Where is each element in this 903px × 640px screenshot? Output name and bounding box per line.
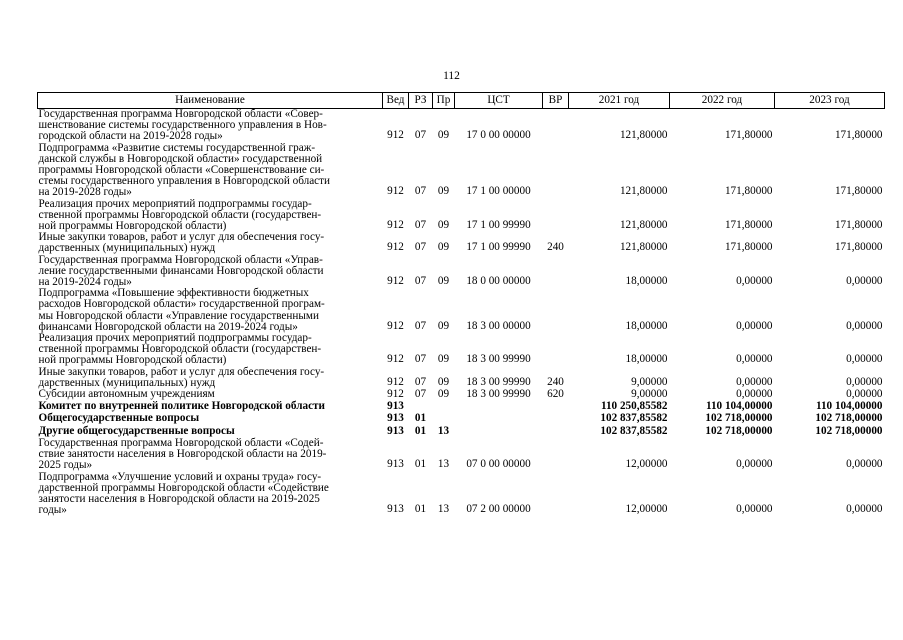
cell-rz: 07 — [414, 319, 427, 332]
cell-name: Субсидии автономным учреждениям — [38, 388, 215, 401]
cell-2023: 171,80000 — [834, 219, 883, 232]
table-row — [38, 413, 885, 425]
cell-ved: 912 — [387, 275, 404, 288]
cell-2022: 171,80000 — [724, 241, 773, 254]
cell-vr — [543, 472, 569, 517]
cell-cst: 18 3 00 99990 — [466, 353, 531, 366]
cell-pr — [433, 413, 455, 425]
cell-2023: 171,80000 — [834, 185, 883, 198]
cell-2022: 102 718,00000 — [705, 424, 773, 437]
cell-rz: 01 — [414, 424, 427, 437]
cell-2023: 0,00000 — [846, 375, 883, 388]
cell-2021: 12,00000 — [625, 503, 668, 516]
cell-ved: 913 — [387, 412, 404, 425]
table-row — [38, 288, 885, 333]
cell-2022: 171,80000 — [724, 185, 773, 198]
cell-cst: 17 1 00 99990 — [466, 219, 531, 232]
cell-pr: 09 — [437, 129, 450, 142]
cell-2023: 110 104,00000 — [815, 400, 883, 413]
cell-name: Государственная программа Новгородской области «Управ- ление государственными финансами Новгородской области на 2019-2024 годы» — [38, 253, 324, 289]
cell-2021: 121,80000 — [619, 129, 668, 142]
cell-2021: 110 250,85582 — [600, 400, 668, 413]
cell-ved: 912 — [387, 319, 404, 332]
cell-name: Реализация прочих мероприятий подпрограммы государ- ственной программы Новгородской области (государствен- ной программы Новгородской области) — [38, 332, 322, 367]
cell-name: Иные закупки товаров, работ и услуг для обеспечения госу- дарственных (муниципальных) нужд — [38, 365, 325, 389]
cell-2021: 18,00000 — [625, 353, 668, 366]
cell-ved: 913 — [387, 400, 404, 413]
table-row — [38, 438, 885, 472]
cell-2023: 0,00000 — [846, 275, 883, 288]
cell-2023: 0,00000 — [846, 353, 883, 366]
cell-pr: 13 — [437, 458, 450, 471]
cell-2022: 0,00000 — [736, 319, 773, 332]
cell-2023: 0,00000 — [846, 503, 883, 516]
cell-2022: 171,80000 — [724, 129, 773, 142]
cell-rz: 07 — [414, 388, 427, 401]
cell-2021: 121,80000 — [619, 219, 668, 232]
cell-rz: 07 — [414, 185, 427, 198]
cell-2022: 0,00000 — [736, 503, 773, 516]
cell-rz: 07 — [414, 241, 427, 254]
cell-name: Подпрограмма «Повышение эффективности бюджетных расходов Новгородской области» государственной програм- мы Новгородской области «Управление государственными финансами Новгородской области на 2019-2024 годы» — [38, 287, 325, 333]
cell-vr: 240 — [547, 241, 564, 254]
column-header-pr: Пр — [433, 93, 455, 109]
cell-2022: 0,00000 — [736, 375, 773, 388]
cell-vr — [543, 401, 569, 413]
cell-ved: 913 — [387, 503, 404, 516]
cell-2021: 9,00000 — [631, 375, 668, 388]
cell-cst: 17 0 00 00000 — [466, 129, 531, 142]
column-header-ved: Вед — [383, 93, 409, 109]
cell-ved: 912 — [387, 185, 404, 198]
cell-2023: 0,00000 — [846, 458, 883, 471]
cell-ved: 912 — [387, 388, 404, 401]
cell-2023: 171,80000 — [834, 129, 883, 142]
cell-name: Государственная программа Новгородской области «Совер- шенствование системы государственного управления в Нов- городской области на 2019-2028 годы» — [38, 108, 327, 143]
cell-rz: 01 — [414, 503, 427, 516]
cell-2022: 0,00000 — [736, 388, 773, 401]
cell-cst: 18 3 00 99990 — [466, 388, 531, 401]
cell-rz: 01 — [414, 458, 427, 471]
cell-vr — [543, 255, 569, 289]
cell-rz: 07 — [414, 353, 427, 366]
cell-ved: 912 — [387, 375, 404, 388]
column-header-cst: ЦСТ — [455, 93, 543, 109]
column-header-vr: ВР — [543, 93, 569, 109]
cell-2023: 0,00000 — [846, 388, 883, 401]
table-header-row — [38, 93, 885, 109]
cell-cst: 17 1 00 00000 — [466, 185, 531, 198]
cell-2022: 171,80000 — [724, 219, 773, 232]
cell-2021: 18,00000 — [625, 319, 668, 332]
cell-cst — [455, 426, 543, 438]
cell-2021: 121,80000 — [619, 185, 668, 198]
cell-cst: 18 3 00 99990 — [466, 375, 531, 388]
cell-name: Реализация прочих мероприятий подпрограммы государ- ственной программы Новгородской области (государствен- ной программы Новгородской области) — [38, 197, 322, 233]
table-row — [38, 472, 885, 517]
cell-vr — [543, 199, 569, 233]
cell-2022: 0,00000 — [736, 275, 773, 288]
cell-ved: 912 — [387, 241, 404, 254]
cell-pr: 09 — [437, 353, 450, 366]
cell-pr: 09 — [437, 388, 450, 401]
cell-rz: 01 — [414, 412, 427, 425]
cell-cst: 07 0 00 00000 — [466, 458, 531, 471]
cell-pr: 09 — [437, 219, 450, 232]
cell-vr: 620 — [547, 388, 564, 401]
cell-name: Государственная программа Новгородской области «Содей- ствие занятости населения в Новгородской области на 2019- 2025 годы» — [38, 436, 327, 472]
cell-2022: 102 718,00000 — [705, 412, 773, 425]
cell-vr — [543, 143, 569, 199]
cell-vr — [543, 109, 569, 143]
cell-pr: 09 — [437, 185, 450, 198]
cell-name: Подпрограмма «Улучшение условий и охраны труда» госу- дарственной программы Новгородской области «Содействие занятости населения в Новгородской области на 2019-2025 годы» — [38, 470, 329, 517]
cell-ved: 913 — [387, 424, 404, 437]
cell-2022: 0,00000 — [736, 353, 773, 366]
cell-cst: 17 1 00 99990 — [466, 241, 531, 254]
cell-pr — [433, 401, 455, 413]
cell-vr — [543, 413, 569, 425]
cell-2022: 110 104,00000 — [705, 400, 773, 413]
cell-pr: 09 — [437, 241, 450, 254]
page-number: 112 — [443, 70, 460, 82]
column-header-2022: 2022 год — [670, 93, 775, 109]
table-row — [38, 367, 885, 389]
cell-2021: 18,00000 — [625, 275, 668, 288]
cell-vr — [543, 438, 569, 472]
cell-2021: 12,00000 — [625, 458, 668, 471]
cell-cst: 18 3 00 00000 — [466, 319, 531, 332]
cell-ved: 912 — [387, 353, 404, 366]
table-row — [38, 109, 885, 143]
cell-2021: 102 837,85582 — [600, 412, 668, 425]
table-row — [38, 143, 885, 199]
cell-2021: 121,80000 — [619, 241, 668, 254]
cell-name: Комитет по внутренней политике Новгородской области — [38, 400, 325, 413]
cell-vr — [543, 288, 569, 333]
cell-pr: 09 — [437, 275, 450, 288]
cell-2023: 102 718,00000 — [815, 424, 883, 437]
cell-2021: 102 837,85582 — [600, 424, 668, 437]
cell-rz: 07 — [414, 375, 427, 388]
column-header-name: Наименование — [38, 93, 383, 109]
table-row — [38, 232, 885, 254]
cell-rz: 07 — [414, 219, 427, 232]
cell-pr: 13 — [437, 503, 450, 516]
cell-vr — [543, 426, 569, 438]
cell-ved: 912 — [387, 219, 404, 232]
cell-2023: 171,80000 — [834, 241, 883, 254]
cell-pr: 09 — [437, 319, 450, 332]
cell-cst — [455, 401, 543, 413]
cell-2023: 102 718,00000 — [815, 412, 883, 425]
cell-ved: 913 — [387, 458, 404, 471]
cell-rz: 07 — [414, 129, 427, 142]
cell-name: Подпрограмма «Развитие системы государственной граж- данской службы в Новгородской области» государственной программы Новгородской области «Совершенствование си- стемы государственного управления в Новгородской области на 2019-2028 годы» — [38, 141, 331, 199]
cell-ved: 912 — [387, 129, 404, 142]
cell-vr — [543, 333, 569, 367]
column-header-2021: 2021 год — [569, 93, 670, 109]
cell-rz: 07 — [414, 275, 427, 288]
cell-vr: 240 — [547, 375, 564, 388]
cell-cst: 07 2 00 00000 — [466, 503, 531, 516]
column-header-rz: РЗ — [409, 93, 433, 109]
column-header-2023: 2023 год — [775, 93, 885, 109]
cell-name: Иные закупки товаров, работ и услуг для обеспечения госу- дарственных (муниципальных) нужд — [38, 231, 325, 255]
cell-pr: 09 — [437, 375, 450, 388]
cell-2021: 9,00000 — [631, 388, 668, 401]
budget-table — [37, 92, 885, 516]
cell-pr: 13 — [437, 424, 450, 437]
table-row — [38, 255, 885, 289]
table-row — [38, 333, 885, 367]
cell-cst: 18 0 00 00000 — [466, 275, 531, 288]
cell-cst — [455, 413, 543, 425]
cell-2023: 0,00000 — [846, 319, 883, 332]
table-row — [38, 199, 885, 233]
table-body — [38, 109, 885, 517]
cell-name: Общегосударственные вопросы — [38, 412, 200, 425]
cell-2022: 0,00000 — [736, 458, 773, 471]
cell-name: Другие общегосударственные вопросы — [38, 424, 235, 437]
